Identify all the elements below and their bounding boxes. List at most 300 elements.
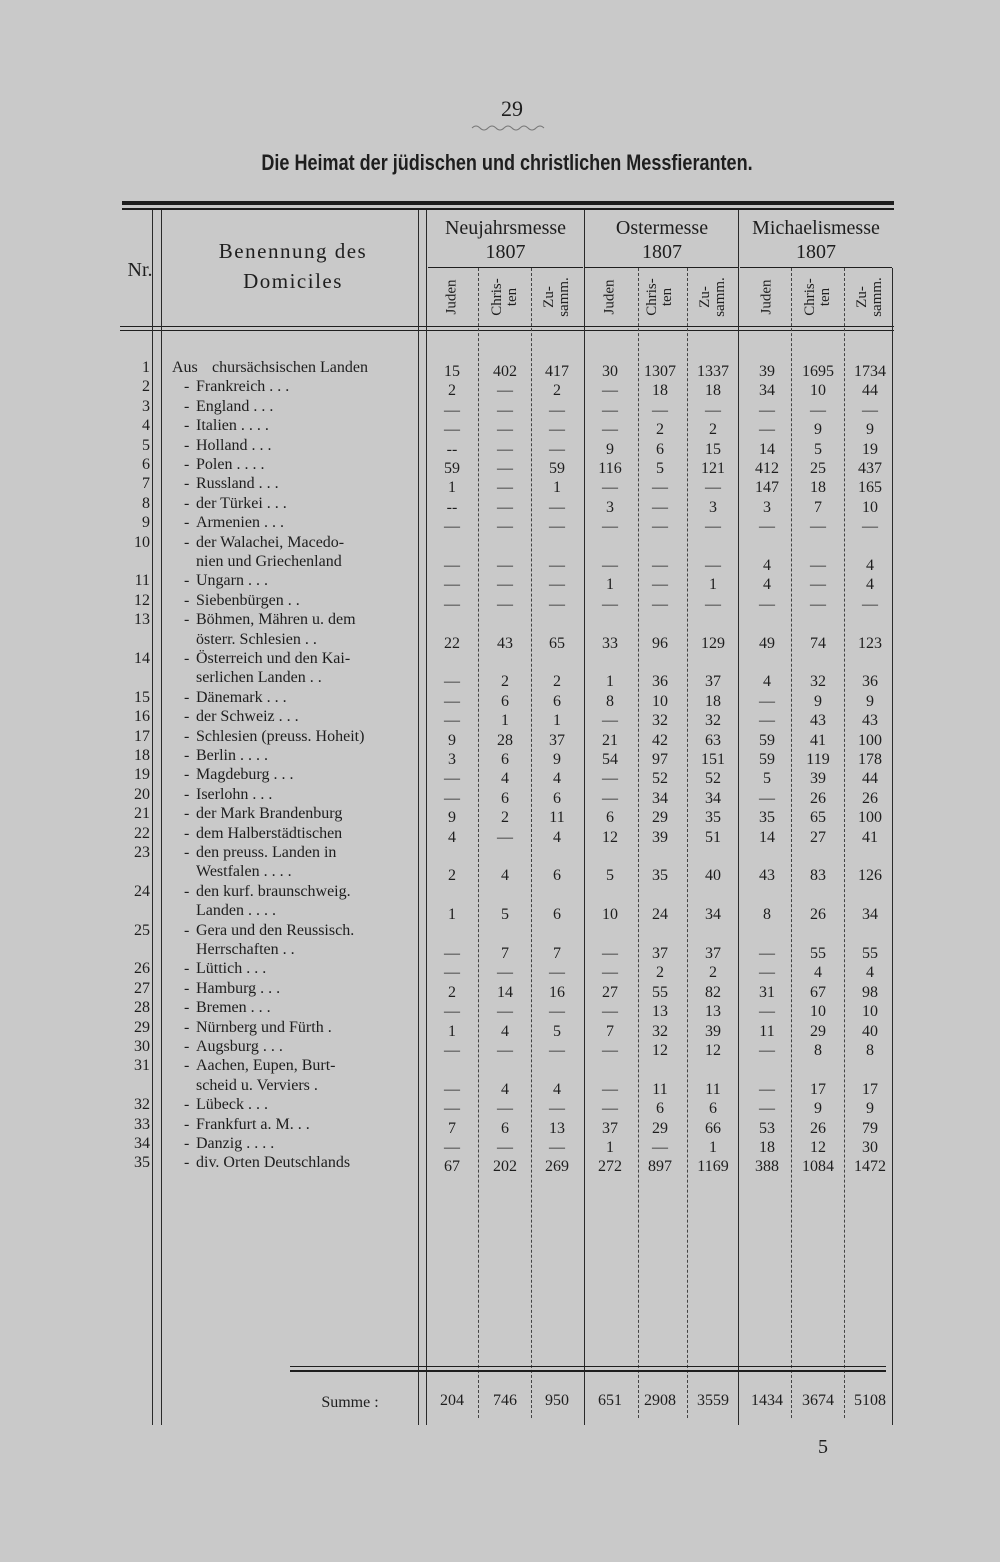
table-cell: 54 <box>602 751 618 768</box>
table-cell: 8 <box>606 692 614 710</box>
table-cell: — <box>444 1042 460 1059</box>
table-cell: — <box>444 401 460 419</box>
table-cell: — <box>444 1003 460 1021</box>
table-cell: — <box>444 692 460 710</box>
table-cell: — <box>602 1003 618 1021</box>
place-label: England . . . <box>196 397 274 415</box>
table-cell: 9 <box>553 751 561 768</box>
table-cell: 1337 <box>697 363 729 380</box>
table-cell: 129 <box>701 634 725 652</box>
table-cell: 121 <box>701 460 725 477</box>
table-cell: 39 <box>652 828 668 846</box>
fair-name: Neujahrsmesse <box>444 217 567 239</box>
table-cell: 55 <box>862 945 878 962</box>
table-cell: — <box>602 789 618 807</box>
table-cell: — <box>602 557 618 574</box>
row-number: 15 <box>134 688 150 706</box>
place-prefix: - <box>184 572 190 590</box>
row-number: 23 <box>134 844 150 861</box>
table-cell: 4 <box>501 1080 509 1098</box>
place-name-cont <box>172 630 417 649</box>
table-cell: 126 <box>858 867 882 885</box>
table-cell: — <box>602 401 618 419</box>
table-cell: 6 <box>501 692 509 710</box>
place-prefix: - <box>184 766 190 784</box>
place-prefix: - <box>184 688 190 706</box>
table-cell: 9 <box>448 731 456 749</box>
table-cell: 30 <box>862 1139 878 1156</box>
place-prefix: - <box>184 1038 190 1055</box>
table-cell: — <box>497 401 513 419</box>
row-number: 9 <box>142 514 150 532</box>
table-cell: — <box>759 964 775 982</box>
summe-cell: 2908 <box>644 1392 676 1409</box>
table-cell: — <box>444 1100 460 1118</box>
table-cell: — <box>444 964 460 982</box>
row-number: 34 <box>134 1135 150 1152</box>
table-cell: — <box>759 789 775 807</box>
header-benennung-line2: Domiciles <box>243 269 343 293</box>
place-label: Bremen . . . <box>196 999 271 1017</box>
table-cell: — <box>810 518 826 536</box>
table-cell: 17 <box>810 1080 826 1098</box>
row-number: 13 <box>134 611 150 629</box>
table-cell: 79 <box>862 1119 878 1137</box>
table-cell: 2 <box>553 673 561 691</box>
place-label: österr. Schlesien . . <box>196 630 317 648</box>
row-number: 32 <box>134 1096 150 1114</box>
table-cell: 7 <box>501 945 509 962</box>
table-cell: — <box>444 789 460 807</box>
place-prefix: - <box>184 979 190 997</box>
page-number: 29 <box>501 96 523 121</box>
subheader-label: Chris- ten <box>802 278 833 316</box>
table-cell: 6 <box>501 1119 509 1137</box>
table-cell: 34 <box>652 789 668 807</box>
table-cell: 2 <box>501 809 509 827</box>
table-cell: — <box>549 595 565 613</box>
table-cell: 2 <box>709 964 717 982</box>
table-cell: 35 <box>759 809 775 827</box>
row-number: 10 <box>134 533 150 551</box>
subheader-juden <box>585 268 635 326</box>
table-cell: — <box>549 421 565 439</box>
table-cell: 66 <box>705 1119 721 1137</box>
table-cell: 178 <box>858 751 882 768</box>
header-fair-3 <box>740 216 892 264</box>
table-top-rule-thin <box>122 208 894 210</box>
place-name <box>172 727 417 746</box>
table-cell: 6 <box>553 789 561 807</box>
summe-cell: 3559 <box>697 1392 729 1409</box>
place-label: Landen . . . . <box>196 902 276 920</box>
place-name <box>172 1037 417 1056</box>
table-cell: 35 <box>652 867 668 885</box>
row-number: 30 <box>134 1038 150 1055</box>
place-prefix: - <box>184 785 190 803</box>
table-cell: — <box>444 421 460 439</box>
table-cell: 4 <box>763 557 771 574</box>
subheader-label: Juden <box>443 279 460 315</box>
summe-cell: 950 <box>545 1392 569 1409</box>
summe-cell: 204 <box>440 1392 464 1409</box>
table-cell: 31 <box>759 983 775 1001</box>
fair-year: 1807 <box>485 241 526 263</box>
table-cell: -- <box>446 440 458 458</box>
table-cell: — <box>549 1003 565 1021</box>
table-cell: 7 <box>553 945 561 962</box>
table-cell: — <box>444 595 460 613</box>
row-number: 12 <box>134 591 150 609</box>
place-label: Hamburg . . . <box>196 979 281 997</box>
table-cell: 67 <box>444 1158 460 1176</box>
subheader-label: Zu- samm. <box>854 277 885 317</box>
table-cell: — <box>444 518 460 536</box>
table-cell: 2 <box>656 421 664 439</box>
table-cell: 18 <box>705 382 721 400</box>
table-cell: 98 <box>862 983 878 1001</box>
table-cell: 14 <box>497 983 513 1001</box>
table-cell: — <box>652 479 668 497</box>
table-cell: 15 <box>444 363 460 380</box>
place-label: Österreich und den Kai- <box>196 650 351 667</box>
table-cell: 897 <box>648 1158 672 1176</box>
table-cell: 37 <box>705 945 721 962</box>
table-cell: 21 <box>602 731 618 749</box>
table-cell: — <box>602 382 618 400</box>
place-label: der Schweiz . . . <box>196 708 299 726</box>
place-name <box>172 959 417 978</box>
table-cell: 17 <box>862 1080 878 1098</box>
table-cell: — <box>759 1100 775 1118</box>
place-prefix: - <box>184 844 190 861</box>
place-label: Aachen, Eupen, Burt- <box>196 1057 336 1075</box>
subheader-juden <box>742 268 792 326</box>
table-cell: 43 <box>759 867 775 885</box>
place-prefix: - <box>184 475 190 493</box>
fair-name: Ostermesse <box>615 217 709 239</box>
table-cell: — <box>497 1139 513 1156</box>
row-number: 8 <box>142 494 150 512</box>
place-prefix: - <box>184 882 190 900</box>
header-fair-1 <box>428 216 583 264</box>
sheet-mark: 5 <box>818 1436 828 1458</box>
table-cell: 100 <box>858 809 882 827</box>
place-label: Iserlohn . . . <box>196 785 273 803</box>
place-name <box>172 610 417 629</box>
place-name-cont <box>172 862 417 881</box>
place-name <box>172 397 417 416</box>
place-name <box>172 824 417 843</box>
table-cell: 59 <box>759 731 775 749</box>
summe-cell: 746 <box>493 1392 517 1409</box>
table-cell: 1 <box>606 1139 614 1156</box>
table-cell: 11 <box>549 809 565 827</box>
table-cell: — <box>759 1042 775 1059</box>
header-bottom-rule-2 <box>120 330 894 331</box>
fair-year: 1807 <box>642 241 682 263</box>
place-prefix: - <box>184 747 190 764</box>
table-cell: — <box>862 518 878 536</box>
table-cell: 1 <box>448 479 456 497</box>
place-prefix: - <box>184 494 190 512</box>
table-cell: 16 <box>549 983 565 1001</box>
table-cell: — <box>602 518 618 536</box>
table-cell: 4 <box>448 828 456 846</box>
subheader-zusammen <box>532 268 582 326</box>
header-nr: Nr. <box>127 259 153 281</box>
table-cell: 18 <box>705 692 721 710</box>
table-cell: 12 <box>652 1042 668 1059</box>
table-cell: 151 <box>701 751 725 768</box>
table-cell: 4 <box>553 770 561 788</box>
place-name <box>172 979 417 998</box>
column-divider <box>418 210 419 1425</box>
place-prefix: - <box>184 650 190 667</box>
table-cell: — <box>444 712 460 730</box>
place-prefix: - <box>184 1057 190 1075</box>
table-cell: 32 <box>652 1022 668 1040</box>
table-cell: 11 <box>652 1080 668 1098</box>
table-cell: 6 <box>501 789 509 807</box>
row-number: 18 <box>134 747 150 764</box>
table-cell: 9 <box>448 809 456 827</box>
header-benennung-line1: Benennung des <box>218 239 368 263</box>
table-cell: 42 <box>652 731 668 749</box>
subheader-zusammen <box>845 268 895 326</box>
place-name <box>172 921 417 940</box>
table-cell: 272 <box>598 1158 622 1176</box>
row-number: 14 <box>134 650 150 667</box>
table-cell: 9 <box>814 692 822 710</box>
place-label: div. Orten Deutschlands <box>196 1154 351 1172</box>
table-cell: — <box>497 518 513 536</box>
place-prefix: - <box>184 456 190 473</box>
table-cell: 269 <box>545 1158 569 1176</box>
place-label: der Mark Brandenburg <box>196 805 343 823</box>
table-cell: 37 <box>602 1119 618 1137</box>
table-cell: 27 <box>602 983 618 1001</box>
table-cell: 3 <box>606 498 614 516</box>
table-cell: 12 <box>705 1042 721 1059</box>
table-cell: 13 <box>549 1119 565 1137</box>
subheader-label: Chris- ten <box>489 278 520 316</box>
table-cell: — <box>759 712 775 730</box>
table-cell: — <box>759 401 775 419</box>
place-prefix: - <box>184 727 190 745</box>
table-cell: 10 <box>862 1003 878 1021</box>
table-cell: 2 <box>448 382 456 400</box>
table-cell: 53 <box>759 1119 775 1137</box>
table-cell: 5 <box>656 460 664 477</box>
table-cell: 11 <box>759 1022 775 1040</box>
summe-cell: 651 <box>598 1392 622 1409</box>
place-name <box>172 571 417 590</box>
place-label: Herrschaften . . <box>196 941 295 958</box>
table-cell: 6 <box>606 809 614 827</box>
row-number: 21 <box>134 805 150 823</box>
place-label: Ungarn . . . <box>196 572 268 590</box>
header-fair-2 <box>585 216 739 264</box>
table-cell: — <box>497 1100 513 1118</box>
row-number: 3 <box>142 397 150 415</box>
row-number: 19 <box>134 766 150 784</box>
table-cell: 34 <box>705 789 721 807</box>
row-number: 1 <box>142 359 150 376</box>
subheader-juden <box>427 268 477 326</box>
table-cell: 3 <box>709 498 717 516</box>
table-cell: 1307 <box>644 363 676 380</box>
table-cell: — <box>497 557 513 574</box>
table-cell: 116 <box>598 460 622 477</box>
table-cell: 19 <box>862 440 878 458</box>
table-cell: — <box>549 1139 565 1156</box>
table-cell: 28 <box>497 731 513 749</box>
table-cell: 5 <box>814 440 822 458</box>
table-cell: 1472 <box>854 1158 886 1176</box>
place-name <box>172 1018 417 1037</box>
table-cell: — <box>549 576 565 594</box>
place-label: der Türkei . . . <box>196 494 287 512</box>
place-name-cont <box>172 1076 417 1095</box>
table-cell: — <box>444 945 460 962</box>
row-number: 16 <box>134 708 150 726</box>
place-prefix: Aus <box>172 359 198 376</box>
table-cell: — <box>497 1042 513 1059</box>
table-cell: — <box>759 1080 775 1098</box>
place-name-cont <box>172 552 417 571</box>
table-cell: 9 <box>814 1100 822 1118</box>
table-cell: — <box>444 557 460 574</box>
table-cell: — <box>810 576 826 594</box>
place-prefix: - <box>184 1135 190 1152</box>
place-prefix: - <box>184 708 190 726</box>
table-cell: 1 <box>606 576 614 594</box>
table-cell: 2 <box>709 421 717 439</box>
row-number: 27 <box>134 979 150 997</box>
table-cell: — <box>444 673 460 691</box>
table-cell: 44 <box>862 770 878 788</box>
place-name <box>172 591 417 610</box>
table-cell: — <box>759 692 775 710</box>
table-cell: — <box>602 595 618 613</box>
table-cell: 6 <box>501 751 509 768</box>
table-cell: — <box>497 1003 513 1021</box>
table-cell: 2 <box>448 867 456 885</box>
table-cell: 8 <box>763 906 771 924</box>
table-cell: — <box>759 595 775 613</box>
place-prefix: - <box>184 417 190 435</box>
table-cell: — <box>602 770 618 788</box>
table-cell: 13 <box>652 1003 668 1021</box>
subheader-christen <box>480 268 530 326</box>
place-label: Siebenbürgen . . <box>196 591 300 609</box>
table-cell: — <box>652 498 668 516</box>
table-cell: 29 <box>652 809 668 827</box>
table-cell: — <box>549 1100 565 1118</box>
place-name-cont <box>172 668 417 687</box>
table-cell: 4 <box>553 1080 561 1098</box>
table-cell: 15 <box>705 440 721 458</box>
table-cell: 43 <box>497 634 513 652</box>
table-cell: — <box>444 576 460 594</box>
table-cell: 5 <box>606 867 614 885</box>
place-label: Böhmen, Mähren u. dem <box>196 611 356 629</box>
table-cell: 97 <box>652 751 668 768</box>
table-cell: 1084 <box>802 1158 834 1176</box>
header-bottom-rule <box>120 326 894 327</box>
place-label: Italien . . . . <box>196 417 269 435</box>
table-cell: 65 <box>810 809 826 827</box>
table-cell: 32 <box>652 712 668 730</box>
table-cell: — <box>652 595 668 613</box>
table-cell: 32 <box>810 673 826 691</box>
table-cell: 52 <box>652 770 668 788</box>
table-cell: 10 <box>652 692 668 710</box>
place-name <box>172 843 417 862</box>
table-cell: 41 <box>862 828 878 846</box>
table-cell: 2 <box>656 964 664 982</box>
table-cell: 14 <box>759 440 775 458</box>
place-prefix: - <box>184 999 190 1017</box>
table-cell: 4 <box>866 557 874 574</box>
place-prefix: - <box>184 436 190 454</box>
place-name <box>172 1134 417 1153</box>
table-cell: 165 <box>858 479 882 497</box>
table-cell: — <box>602 1100 618 1118</box>
row-number: 29 <box>134 1018 150 1036</box>
place-label: den preuss. Landen in <box>196 844 337 861</box>
table-cell: 1 <box>448 906 456 924</box>
table-cell: 39 <box>705 1022 721 1040</box>
table-cell: — <box>652 1139 668 1156</box>
table-cell: 3 <box>763 498 771 516</box>
place-prefix: - <box>184 514 190 532</box>
row-number: 6 <box>142 456 150 473</box>
table-cell: 24 <box>652 906 668 924</box>
place-prefix: - <box>184 591 190 609</box>
table-cell: 30 <box>602 363 618 380</box>
table-cell: 27 <box>810 828 826 846</box>
table-cell: 39 <box>810 770 826 788</box>
table-cell: 7 <box>814 498 822 516</box>
subheader-christen <box>635 268 685 326</box>
row-number: 11 <box>134 572 150 590</box>
table-cell: 8 <box>866 1042 874 1059</box>
table-cell: — <box>497 964 513 982</box>
place-prefix: - <box>184 611 190 629</box>
place-label: serlichen Landen . . <box>196 669 322 687</box>
table-cell: — <box>652 518 668 536</box>
table-cell: 25 <box>810 460 826 477</box>
place-name <box>172 513 417 532</box>
table-cell: 26 <box>810 789 826 807</box>
table-cell: 49 <box>759 634 775 652</box>
table-cell: 123 <box>858 634 882 652</box>
subheader-label: Chris- ten <box>644 278 675 316</box>
table-cell: 12 <box>810 1139 826 1156</box>
table-cell: — <box>602 1042 618 1059</box>
place-name <box>172 436 417 455</box>
table-cell: 4 <box>814 964 822 982</box>
place-name-cont <box>172 940 417 959</box>
row-number: 5 <box>142 436 150 454</box>
table-cell: 59 <box>759 751 775 768</box>
row-number: 24 <box>134 882 150 900</box>
table-cell: 9 <box>814 421 822 439</box>
row-number: 17 <box>134 727 150 745</box>
table-cell: 7 <box>448 1119 456 1137</box>
